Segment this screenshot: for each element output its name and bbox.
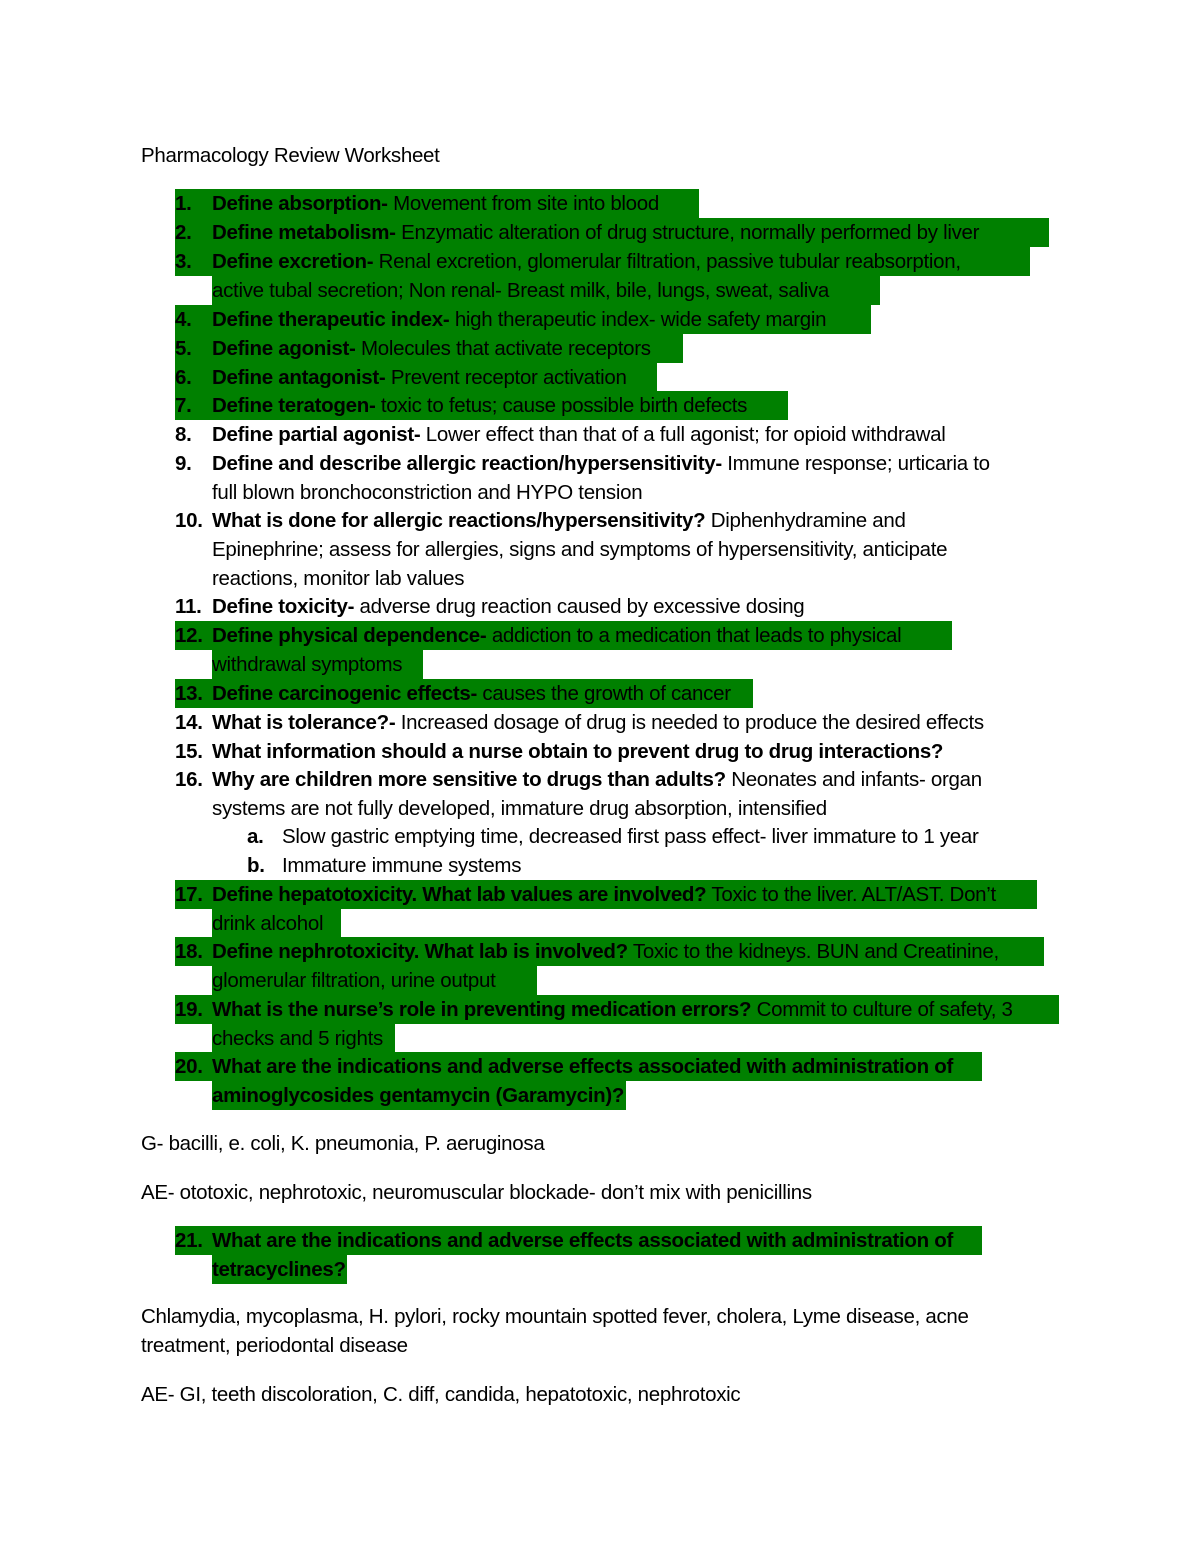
question-text: Define absorption-: [212, 192, 388, 215]
question-text: Why are children more sensitive to drugs than adults?: [212, 768, 726, 791]
list-item-15: [175, 737, 1035, 766]
item-number: 19.: [175, 998, 203, 1021]
question-text: Define and describe allergic reaction/hypersensitivity-: [212, 452, 722, 475]
item-number: 8.: [175, 423, 192, 446]
question-text: Define excretion-: [212, 250, 374, 273]
list-item-2: [175, 218, 1049, 247]
item-number: 1.: [175, 192, 192, 215]
list-item-9: [175, 449, 1045, 478]
item-number: 9.: [175, 452, 192, 475]
list-item-10: [175, 506, 1035, 535]
answer-text: Toxic to the liver. ALT/AST. Don’t: [706, 883, 996, 906]
list-item-17-cont: [212, 909, 341, 938]
question-text: Define teratogen-: [212, 394, 376, 417]
answer-text: checks and 5 rights: [212, 1027, 383, 1050]
list-item-21: [175, 1226, 982, 1255]
answer-text: high therapeutic index- wide safety margin: [449, 308, 827, 331]
page-title: Pharmacology Review Worksheet: [141, 144, 440, 167]
item-number: 12.: [175, 624, 203, 647]
list-item-11: [175, 592, 1035, 621]
answer-text: full blown bronchoconstriction and HYPO tension: [212, 481, 643, 504]
answer-text: Lower effect than that of a full agonist; for opioid withdrawal: [420, 423, 946, 446]
item-number: 6.: [175, 366, 192, 389]
question-text: Define metabolism-: [212, 221, 396, 244]
answer-text: Molecules that activate receptors: [355, 337, 651, 360]
item-number: 14.: [175, 711, 203, 734]
question-text: What is tolerance?-: [212, 711, 396, 734]
answer-text: Increased dosage of drug is needed to produce the desired effects: [395, 711, 984, 734]
sub-item-b: [247, 851, 1047, 880]
sub-item-letter: a.: [247, 825, 264, 848]
paragraph-tetracycline-ae: AE- GI, teeth discoloration, C. diff, candida, hepatotoxic, nephrotoxic: [141, 1383, 741, 1406]
list-item-18-cont: [212, 966, 537, 995]
list-item-13: [175, 679, 753, 708]
question-text: Define antagonist-: [212, 366, 386, 389]
answer-text: adverse drug reaction caused by excessive dosing: [354, 595, 805, 618]
question-text: Define partial agonist-: [212, 423, 421, 446]
item-number: 7.: [175, 394, 192, 417]
list-item-5: [175, 334, 683, 363]
item-number: 13.: [175, 682, 203, 705]
list-item-14: [175, 708, 1045, 737]
list-item-4: [175, 305, 871, 334]
item-number: 4.: [175, 308, 192, 331]
answer-text: systems are not fully developed, immature drug absorption, intensified: [212, 797, 827, 820]
answer-text: Neonates and infants- organ: [725, 768, 982, 791]
list-item-16: [175, 765, 1035, 794]
list-item-6: [175, 363, 657, 392]
answer-text: Enzymatic alteration of drug structure, normally performed by liver: [395, 221, 980, 244]
answer-text: reactions, monitor lab values: [212, 567, 465, 590]
list-item-17: [175, 880, 1037, 909]
item-number: 2.: [175, 221, 192, 244]
list-item-10-cont: [212, 535, 947, 564]
paragraph-tetracycline-indications-cont: treatment, periodontal disease: [141, 1334, 408, 1357]
list-item-16-cont: [212, 794, 827, 823]
answer-text: withdrawal symptoms: [212, 653, 403, 676]
sub-item-text: Slow gastric emptying time, decreased first pass effect- liver immature to 1 year: [282, 825, 979, 848]
list-item-7: [175, 391, 788, 420]
item-number: 11.: [175, 595, 202, 618]
answer-text: toxic to fetus; cause possible birth defects: [375, 394, 748, 417]
question-text: Define therapeutic index-: [212, 308, 450, 331]
answer-text: Immune response; urticaria to: [721, 452, 990, 475]
sub-item-letter: b.: [247, 854, 265, 877]
item-number: 17.: [175, 883, 203, 906]
item-number: 5.: [175, 337, 192, 360]
question-text: Define nephrotoxicity. What lab is involved?: [212, 940, 628, 963]
question-text: What are the indications and adverse effects associated with administration of: [212, 1055, 953, 1078]
answer-text: Diphenhydramine and: [705, 509, 906, 532]
list-item-1: [175, 189, 699, 218]
list-item-8: [175, 420, 1035, 449]
answer-text: Movement from site into blood: [387, 192, 659, 215]
answer-text: Toxic to the kidneys. BUN and Creatinine,: [627, 940, 999, 963]
item-number: 3.: [175, 250, 192, 273]
question-text: Define agonist-: [212, 337, 356, 360]
list-item-21-cont: [212, 1255, 347, 1284]
list-item-3: [175, 247, 1030, 276]
question-text: Define toxicity-: [212, 595, 355, 618]
answer-text: addiction to a medication that leads to physical: [486, 624, 902, 647]
sub-item-text: Immature immune systems: [282, 854, 522, 877]
answer-text: causes the growth of cancer: [477, 682, 731, 705]
paragraph-aminoglycoside-indications: G- bacilli, e. coli, K. pneumonia, P. aeruginosa: [141, 1132, 545, 1155]
answer-text: glomerular filtration, urine output: [212, 969, 496, 992]
list-item-19-cont: [212, 1024, 395, 1053]
list-item-20-cont: [212, 1081, 626, 1110]
item-number: 16.: [175, 768, 203, 791]
list-item-12-cont: [212, 650, 423, 679]
question-text: What are the indications and adverse effects associated with administration of: [212, 1229, 953, 1252]
item-number: 10.: [175, 509, 203, 532]
answer-text: Epinephrine; assess for allergies, signs and symptoms of hypersensitivity, anticipate: [212, 538, 948, 561]
question-text: tetracyclines?: [212, 1258, 346, 1281]
list-item-20: [175, 1052, 982, 1081]
list-item-3-cont: [212, 276, 880, 305]
answer-text: Prevent receptor activation: [385, 366, 627, 389]
answer-text: Commit to culture of safety, 3: [751, 998, 1013, 1021]
list-item-12: [175, 621, 952, 650]
list-item-19: [175, 995, 1059, 1024]
answer-text: drink alcohol: [212, 912, 324, 935]
paragraph-tetracycline-indications: Chlamydia, mycoplasma, H. pylori, rocky mountain spotted fever, cholera, Lyme disease, acne: [141, 1305, 969, 1328]
question-text: What is done for allergic reactions/hypersensitivity?: [212, 509, 706, 532]
question-text: Define carcinogenic effects-: [212, 682, 478, 705]
list-item-18: [175, 937, 1044, 966]
paragraph-aminoglycoside-ae: AE- ototoxic, nephrotoxic, neuromuscular blockade- don’t mix with penicillins: [141, 1181, 812, 1204]
question-text: What is the nurse’s role in preventing medication errors?: [212, 998, 752, 1021]
question-text: Define hepatotoxicity. What lab values are involved?: [212, 883, 707, 906]
list-item-9-cont: [212, 478, 642, 507]
sub-item-a: [247, 822, 1047, 851]
item-number: 21.: [175, 1229, 203, 1252]
question-text: Define physical dependence-: [212, 624, 487, 647]
list-item-10-cont2: [212, 564, 464, 593]
question-text: What information should a nurse obtain to prevent drug to drug interactions?: [212, 740, 944, 763]
answer-text: active tubal secretion; Non renal- Breast milk, bile, lungs, sweat, saliva: [212, 279, 830, 302]
item-number: 15.: [175, 740, 203, 763]
question-text: aminoglycosides gentamycin (Garamycin)?: [212, 1084, 625, 1107]
item-number: 18.: [175, 940, 203, 963]
answer-text: Renal excretion, glomerular filtration, passive tubular reabsorption,: [373, 250, 961, 273]
item-number: 20.: [175, 1055, 203, 1078]
